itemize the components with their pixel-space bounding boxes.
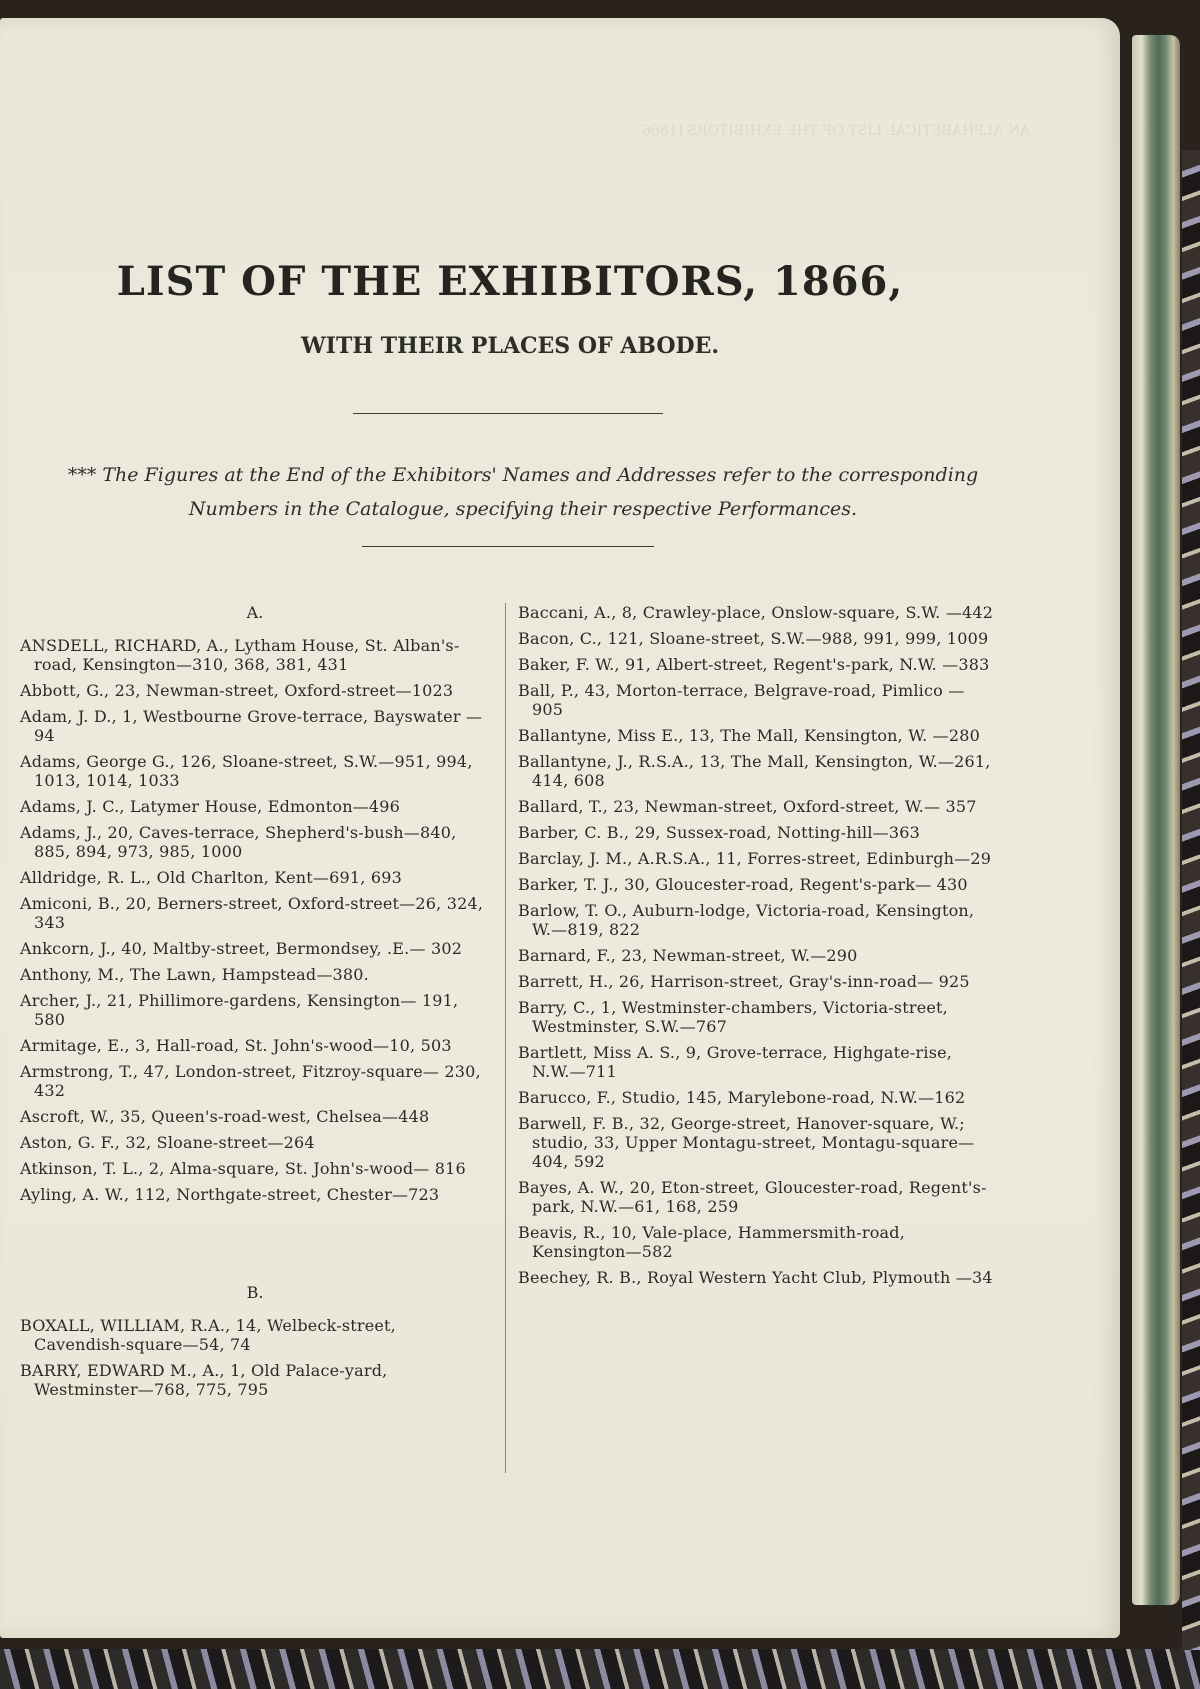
list-item: Abbott, G., 23, Newman-street, Oxford-street—1023 <box>20 681 454 700</box>
list-item: Barker, T. J., 30, Gloucester-road, Regent's-park— 430 <box>518 875 968 894</box>
list-item: Baccani, A., 8, Crawley-place, Onslow-square, S.W. —442 <box>518 603 994 622</box>
page-subtitle: WITH THEIR PLACES OF ABODE. <box>300 333 720 359</box>
page-title: LIST OF THE EXHIBITORS, 1866, <box>116 258 904 305</box>
section-heading-a: A. <box>246 603 264 622</box>
section-b-list <box>20 1316 490 1399</box>
list-item: Alldridge, R. L., Old Charlton, Kent—691, 693 <box>20 868 402 887</box>
list-item: Archer, J., 21, Phillimore-gardens, Kensington— 191, 580 <box>20 991 459 1029</box>
divider-top <box>353 413 663 414</box>
list-item: Bartlett, Miss A. S., 9, Grove-terrace, Highgate-rise, N.W.—711 <box>518 1043 953 1081</box>
catalogue-note: *** The Figures at the End of the Exhibitors' Names and Addresses refer to the corresponding Numbers in the Catalogue, specifying their respective Performances. <box>67 464 979 520</box>
list-item: Ankcorn, J., 40, Maltby-street, Bermondsey, .E.— 302 <box>20 939 463 958</box>
list-item: Aston, G. F., 32, Sloane-street—264 <box>20 1133 315 1152</box>
list-item: Bacon, C., 121, Sloane-street, S.W.—988, 991, 999, 1009 <box>518 629 989 648</box>
list-item: Armstrong, T., 47, London-street, Fitzroy-square— 230, 432 <box>20 1062 481 1100</box>
bleed-through-text: AN ALPHABETICAL LIST OF THE EXHIBITORS [1866. <box>637 123 1030 139</box>
list-item: Adams, J. C., Latymer House, Edmonton—496 <box>20 797 401 816</box>
list-item: Armitage, E., 3, Hall-road, St. John's-wood—10, 503 <box>20 1036 452 1055</box>
right-column <box>518 603 994 1294</box>
marbled-endpaper-bottom <box>0 1649 1200 1689</box>
list-item: Baker, F. W., 91, Albert-street, Regent's-park, N.W. —383 <box>518 655 990 674</box>
list-item: Ayling, A. W., 112, Northgate-street, Chester—723 <box>20 1185 440 1204</box>
list-item: Barclay, J. M., A.R.S.A., 11, Forres-street, Edinburgh—29 <box>518 849 992 868</box>
list-item: Atkinson, T. L., 2, Alma-square, St. John's-wood— 816 <box>20 1159 466 1178</box>
list-item: Barlow, T. O., Auburn-lodge, Victoria-road, Kensington, W.—819, 822 <box>518 901 975 939</box>
marbled-endpaper-right <box>1182 150 1200 1650</box>
list-item: Ballantyne, Miss E., 13, The Mall, Kensington, W. —280 <box>518 726 980 745</box>
list-item: Ball, P., 43, Morton-terrace, Belgrave-road, Pimlico —905 <box>518 681 965 719</box>
left-column <box>20 603 490 1406</box>
list-item: Anthony, M., The Lawn, Hampstead—380. <box>20 965 369 984</box>
section-heading-b: B. <box>246 1283 264 1302</box>
list-item: Beavis, R., 10, Vale-place, Hammersmith-road, Kensington—582 <box>518 1223 905 1261</box>
list-item: Adam, J. D., 1, Westbourne Grove-terrace, Bayswater —94 <box>20 707 483 745</box>
list-item: Adams, George G., 126, Sloane-street, S.W.—951, 994, 1013, 1014, 1033 <box>20 752 473 790</box>
list-item: Ascroft, W., 35, Queen's-road-west, Chelsea—448 <box>20 1107 430 1126</box>
list-item: Bayes, A. W., 20, Eton-street, Gloucester-road, Regent's-park, N.W.—61, 168, 259 <box>518 1178 987 1216</box>
list-item: Barry, C., 1, Westminster-chambers, Victoria-street, Westminster, S.W.—767 <box>518 998 948 1036</box>
section-a-list <box>20 636 490 1204</box>
list-item: Barber, C. B., 29, Sussex-road, Notting-hill—363 <box>518 823 921 842</box>
list-item: Ballard, T., 23, Newman-street, Oxford-street, W.— 357 <box>518 797 977 816</box>
book-fore-edge <box>1132 35 1180 1605</box>
column-divider <box>505 603 506 1473</box>
list-item: Beechey, R. B., Royal Western Yacht Club, Plymouth —34 <box>518 1268 993 1287</box>
book-page <box>0 18 1120 1638</box>
list-item: BOXALL, WILLIAM, R.A., 14, Welbeck-street, Cavendish-square—54, 74 <box>20 1316 396 1354</box>
list-item: Ballantyne, J., R.S.A., 13, The Mall, Kensington, W.—261, 414, 608 <box>518 752 991 790</box>
list-item: Barwell, F. B., 32, George-street, Hanover-square, W.; studio, 33, Upper Montagu-street, Montagu-square—404, 592 <box>518 1114 975 1171</box>
divider-bottom <box>362 546 654 547</box>
list-item: ANSDELL, RICHARD, A., Lytham House, St. Alban's-road, Kensington—310, 368, 381, 431 <box>20 636 460 674</box>
list-item: Barnard, F., 23, Newman-street, W.—290 <box>518 946 858 965</box>
list-item: Barucco, F., Studio, 145, Marylebone-road, N.W.—162 <box>518 1088 966 1107</box>
list-item: BARRY, EDWARD M., A., 1, Old Palace-yard, Westminster—768, 775, 795 <box>20 1361 388 1399</box>
list-item: Adams, J., 20, Caves-terrace, Shepherd's-bush—840, 885, 894, 973, 985, 1000 <box>20 823 457 861</box>
list-item: Amiconi, B., 20, Berners-street, Oxford-street—26, 324, 343 <box>20 894 484 932</box>
list-item: Barrett, H., 26, Harrison-street, Gray's-inn-road— 925 <box>518 972 970 991</box>
